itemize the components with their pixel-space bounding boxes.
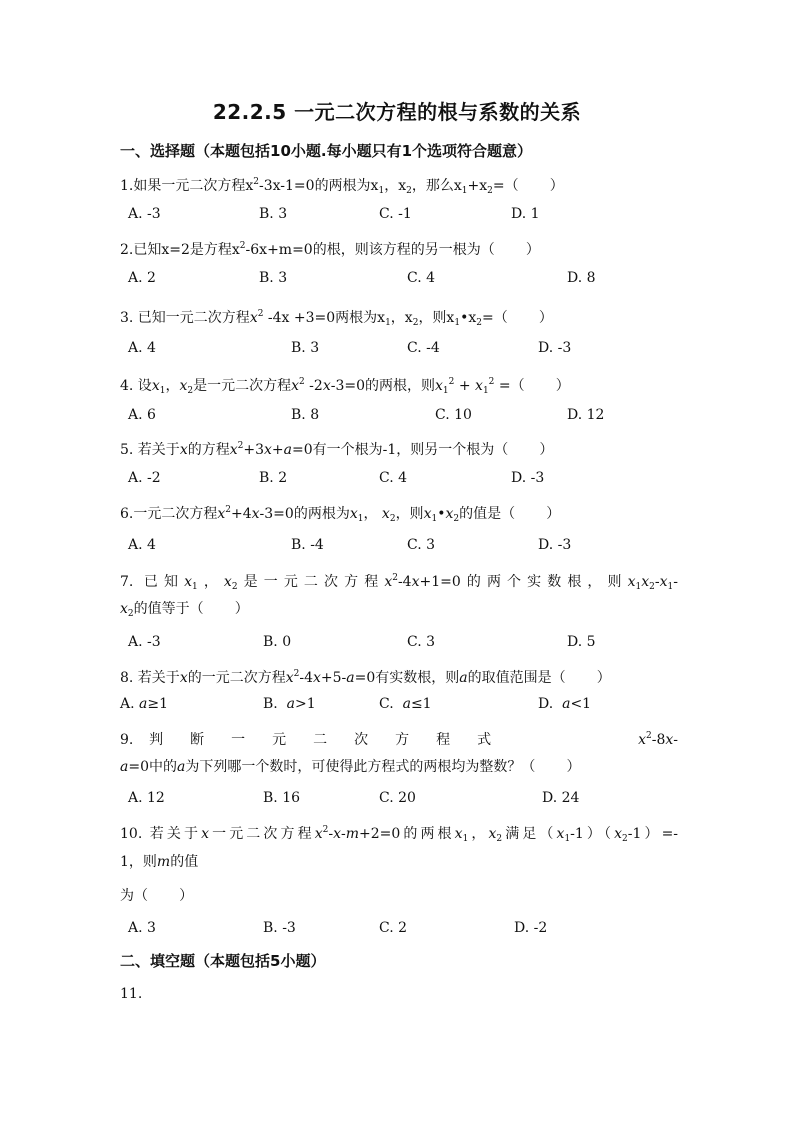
option-b[interactable]: B. -4 [291, 537, 324, 553]
question-9-line-2: a=0中的a为下列哪一个数时，可使得此方程式的两根均为整数？（ ） [120, 759, 581, 775]
question-1-options [128, 206, 688, 226]
question-9-options [128, 790, 688, 810]
option-d[interactable]: D. 8 [567, 270, 596, 286]
question-8: 8. 若关于x的一元二次方程$x^2-4x+5-a=0$有实数根，则a的取值范围是（ ） [120, 669, 611, 686]
option-b[interactable]: B. 2 [259, 470, 288, 486]
option-a[interactable]: A. a≥1 [120, 696, 169, 712]
option-c[interactable]: C. 4 [379, 470, 408, 486]
option-a[interactable]: A. 4 [128, 537, 156, 553]
option-c[interactable]: C. -4 [407, 340, 440, 356]
option-d[interactable]: D. -3 [538, 537, 572, 553]
option-c[interactable]: C. 2 [379, 920, 408, 936]
option-c[interactable]: C. 4 [407, 270, 436, 286]
question-10-line-2: 1，则m的值 [120, 854, 199, 870]
question-4: 4. 设$x_1$，$x_2$是一元二次方程$x^2$ -2x-3=0的两根，则$x_1^2 + x_1^2$ =（ ） [120, 377, 570, 396]
question-2: 2.已知x=2是方程$x^2-6x+m=0$的根，则该方程的另一根为（ ） [120, 241, 540, 258]
option-d[interactable]: D. 5 [567, 634, 596, 650]
question-7-options [128, 634, 688, 654]
question-11: 11. [120, 986, 143, 1002]
option-b[interactable]: B. 3 [259, 206, 288, 222]
option-a[interactable]: A. 12 [128, 790, 165, 806]
option-d[interactable]: D. 12 [567, 407, 605, 423]
option-c[interactable]: C. 3 [407, 537, 436, 553]
question-9-line-1: 9. 判 断 一 元 二 次 方 程 式 $x^2-8x-$ [120, 731, 678, 748]
option-a[interactable]: A. -2 [128, 470, 161, 486]
option-b[interactable]: B. a>1 [263, 696, 316, 712]
question-10-options [128, 920, 688, 940]
question-8-options [120, 696, 688, 716]
option-b[interactable]: B. 8 [291, 407, 320, 423]
option-c[interactable]: C. 3 [407, 634, 436, 650]
question-1: 1.如果一元二次方程$x^2-3x-1=0$的两根为$x_1$，$x_2$，那么$x_1+x_2=$（ ） [120, 177, 564, 196]
question-7-line-1: 7. 已知$x_1$，$x_2$是一元二次方程$x^2-4x+1=0$的两个实数根，则$x_1x_2-x_1-$ [120, 573, 679, 592]
option-c[interactable]: C. a≤1 [379, 696, 432, 712]
question-5: 5. 若关于x的方程$x^2+3x+a=0$有一个根为-1，则另一个根为（ ） [120, 441, 554, 458]
option-b[interactable]: B. 16 [263, 790, 301, 806]
option-a[interactable]: A. -3 [128, 634, 161, 650]
option-b[interactable]: B. 0 [263, 634, 292, 650]
question-2-options [128, 270, 688, 290]
option-d[interactable]: D. -3 [538, 340, 572, 356]
question-3: 3. 已知一元二次方程$x^2$ -4x +3=0两根为$x_1$，$x_2$，则$x_1•x_2=$（ ） [120, 309, 553, 328]
section-choice-heading: 一、选择题（本题包括10小题.每小题只有1个选项符合题意） [120, 142, 533, 160]
option-b[interactable]: B. -3 [263, 920, 296, 936]
option-c[interactable]: C. -1 [379, 206, 412, 222]
question-5-options [128, 470, 688, 490]
question-4-options [128, 407, 688, 427]
option-c[interactable]: C. 20 [379, 790, 416, 806]
option-a[interactable]: A. -3 [128, 206, 161, 222]
option-d[interactable]: D. -3 [511, 470, 545, 486]
option-d[interactable]: D. 24 [542, 790, 580, 806]
option-a[interactable]: A. 4 [128, 340, 156, 356]
option-d[interactable]: D. 1 [511, 206, 540, 222]
question-6-options [128, 537, 688, 557]
question-10-line-1: 10. 若关于x一元二次方程$x^2-x-m+2=0$的两根$x_1$，$x_2$满足$(x_1-1)(x_2-1)=-$ [120, 825, 679, 844]
question-10-line-3: 为（ ） [120, 888, 194, 904]
option-b[interactable]: B. 3 [259, 270, 288, 286]
option-a[interactable]: A. 2 [128, 270, 156, 286]
question-7-line-2: $x_2$的值等于（ ） [120, 601, 249, 619]
option-d[interactable]: D. -2 [514, 920, 548, 936]
option-d[interactable]: D. a<1 [538, 696, 592, 712]
question-6: 6.一元二次方程$x^2+4x-3=0$的两根为$x_1$， $x_2$，则$x_1•x_2$的值是（ ） [120, 505, 561, 524]
option-b[interactable]: B. 3 [291, 340, 320, 356]
option-a[interactable]: A. 3 [128, 920, 156, 936]
page-title: 22.2.5 一元二次方程的根与系数的关系 [212, 100, 582, 124]
option-c[interactable]: C. 10 [435, 407, 472, 423]
question-3-options [128, 340, 688, 360]
option-a[interactable]: A. 6 [128, 407, 156, 423]
section-fill-heading: 二、填空题（本题包括5小题） [120, 952, 326, 970]
